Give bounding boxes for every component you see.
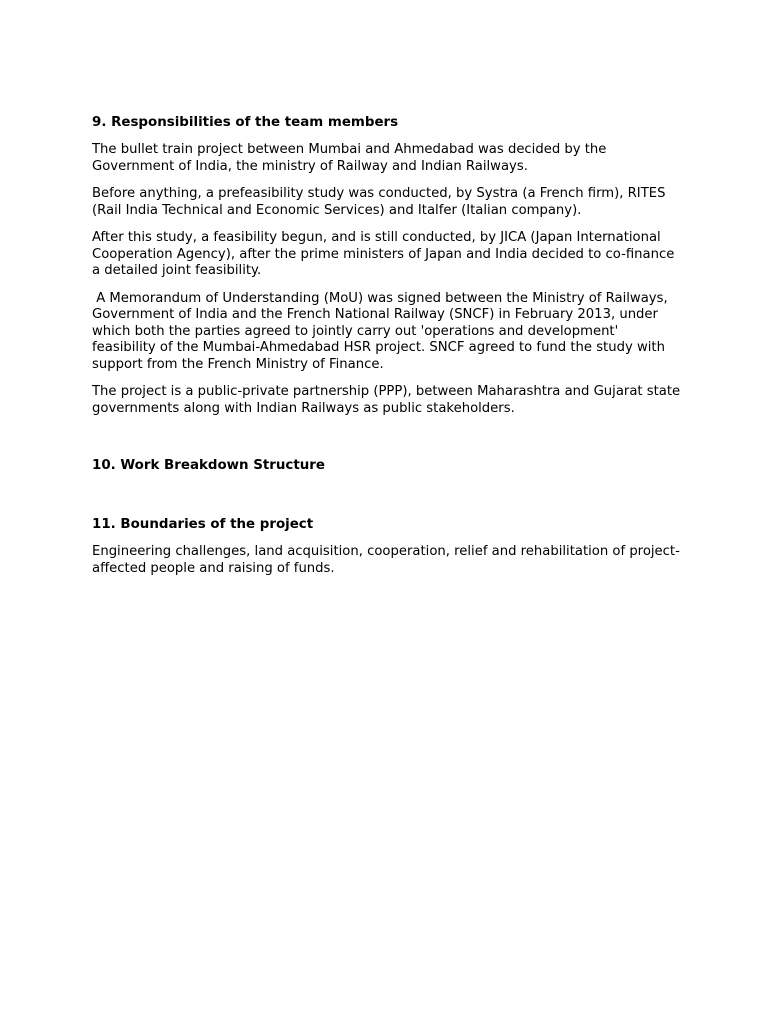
section-9-paragraph-4: A Memorandum of Understanding (MoU) was signed between the Ministry of Railways, Government of India and the French National Railway (SNCF) in February 2013, under which both the parties agreed to jointly carry out 'operations and development' feasibility of the Mumbai-Ahmedabad HSR project. SNCF agreed to fund the study with support from the French Ministry of Finance. bbox=[92, 290, 672, 372]
section-9-paragraph-5: The project is a public-private partnership (PPP), between Maharashtra and Gujarat state governments along with Indian Railways as public stakeholders. bbox=[92, 384, 681, 416]
section-9-paragraph-3: After this study, a feasibility begun, and is still conducted, by JICA (Japan International Cooperation Agency), after the prime ministers of Japan and India decided to co-finance a detailed joint feasibility. bbox=[92, 230, 675, 278]
section-11-heading: 11. Boundaries of the project bbox=[92, 517, 314, 532]
section-10-heading: 10. Work Breakdown Structure bbox=[92, 458, 325, 473]
section-9-heading: 9. Responsibilities of the team members bbox=[92, 115, 399, 130]
section-11-paragraph-1: Engineering challenges, land acquisition, cooperation, relief and rehabilitation of project-affected people and raising of funds. bbox=[92, 544, 680, 576]
section-9-paragraph-2: Before anything, a prefeasibility study was conducted, by Systra (a French firm), RITES (Rail India Technical and Economic Services) and Italfer (Italian company). bbox=[92, 186, 666, 218]
section-9-paragraph-1: The bullet train project between Mumbai and Ahmedabad was decided by the Government of India, the ministry of Railway and Indian Railways. bbox=[92, 142, 607, 174]
document-page bbox=[92, 114, 682, 577]
